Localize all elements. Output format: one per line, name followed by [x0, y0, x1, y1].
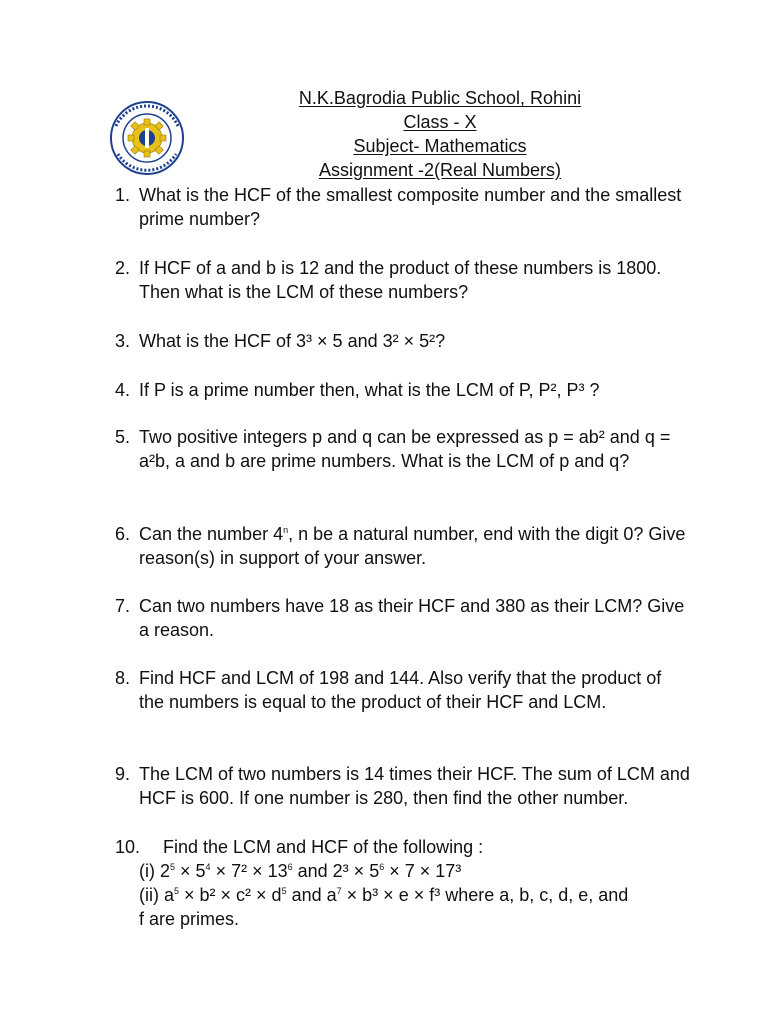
question-5: 5. Two positive integers p and q can be expressed as p = ab² and q = a²b, a and b are prime numbers. What is the LCM of p and q? — [115, 427, 671, 471]
question-8: 8. Find HCF and LCM of 198 and 144. Also verify that the product of the numbers is equal to the product of their HCF and LCM. — [115, 668, 662, 712]
question-4: 4. If P is a prime number then, what is the LCM of P, P², P³ ? — [115, 380, 600, 400]
question-6: 6. Can the number 4$^n$, n be a natural number, end with the digit 0? Give reason(s) in support of your answer. — [115, 524, 686, 568]
question-3: 3. What is the HCF of 3³ × 5 and 3² × 5²? — [115, 331, 446, 351]
school-name: N.K.Bagrodia Public School, Rohini — [298, 88, 582, 108]
question-10: 10. Find the LCM and HCF of the following : — [115, 837, 484, 857]
class-label: Class - X — [403, 112, 477, 132]
assignment-title: Assignment -2(Real Numbers) — [318, 160, 562, 180]
question-2: 2. If HCF of a and b is 12 and the product of these numbers is 1800. Then what is the LCM of these numbers? — [115, 258, 662, 302]
question-10-part-i: (i) $2^5 \times 5^4 \times 7^2 \times 13^6$ and $2^3 \times 5^6 \times 7 \times 17^3$ — [139, 861, 462, 881]
question-9: 9. The LCM of two numbers is 14 times their HCF. The sum of LCM and HCF is 600. If one number is 280, then find the other number. — [115, 764, 690, 808]
question-1: 1. What is the HCF of the smallest composite number and the smallest prime number? — [115, 185, 682, 229]
question-7: 7. Can two numbers have 18 as their HCF and 380 as their LCM? Give a reason. — [115, 596, 685, 640]
subject-label: Subject- Mathematics — [353, 136, 527, 156]
question-10-part-ii: (ii) $a^5 \times b^2 \times c^2 \times d^5$ and $a^7 \times b^3 \times e \times f^3$ where a, b, c, d, e, and f are primes. — [139, 885, 629, 929]
